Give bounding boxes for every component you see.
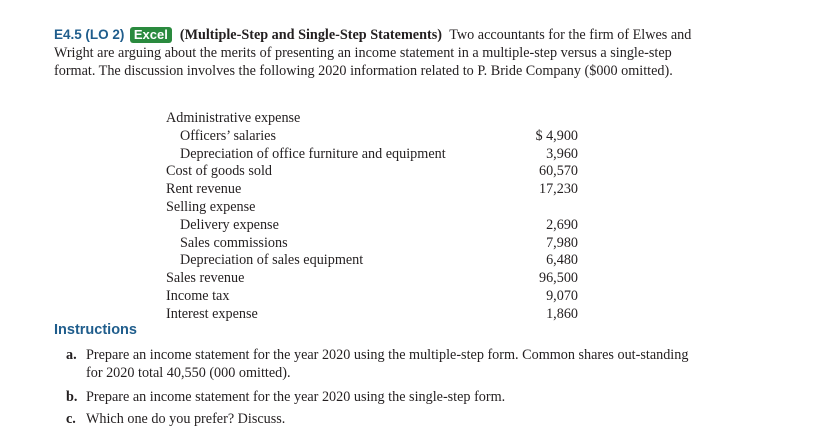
item-amount: 96,500 — [538, 270, 578, 287]
instruction-text: Which one do you prefer? Discuss. — [86, 411, 286, 427]
exercise-intro — [54, 26, 694, 80]
item-label: Delivery expense — [180, 216, 279, 233]
financial-data-table — [166, 110, 578, 324]
table-row — [166, 181, 578, 199]
item-amount: 7,980 — [546, 234, 578, 251]
item-label: Administrative expense — [166, 110, 301, 126]
item-amount: 9,070 — [546, 287, 578, 304]
learning-objective: (LO 2) — [85, 27, 125, 42]
exercise-description: Two accountants for the firm of Elwes and Wright are arguing about the merits of presenting an income statement in a multiple-step versus a single-step format. The discussion involves the following 2020 information related to P. Bride Company ($000 omitted). — [54, 27, 692, 79]
instruction-text: Prepare an income statement for the year 2020 using the multiple-step form. Common shares out-standing for 2020 total 40,550 (000 omitted). — [86, 347, 689, 381]
item-label: Income tax — [166, 287, 230, 304]
instruction-c — [66, 410, 706, 428]
item-amount: 2,690 — [546, 216, 578, 233]
instruction-letter: c. — [66, 411, 76, 427]
exercise-title: (Multiple-Step and Single-Step Statements) — [179, 27, 442, 43]
instruction-a — [66, 346, 706, 382]
item-label: Sales commissions — [180, 234, 288, 251]
item-label: Selling expense — [166, 198, 256, 215]
instruction-text: Prepare an income statement for the year 2020 using the single-step form. — [86, 389, 506, 405]
table-row — [166, 199, 578, 217]
item-label: Interest expense — [166, 305, 258, 322]
item-label: Sales revenue — [166, 270, 245, 287]
item-label: Rent revenue — [166, 181, 242, 198]
table-row — [166, 217, 578, 235]
exercise-number: E4.5 — [54, 27, 82, 42]
table-row — [166, 306, 578, 324]
table-row — [166, 270, 578, 288]
item-label: Cost of goods sold — [166, 163, 273, 180]
instruction-letter: a. — [66, 347, 77, 363]
excel-badge: Excel — [130, 27, 172, 43]
table-row — [166, 163, 578, 181]
item-amount: 3,960 — [546, 145, 578, 162]
table-row — [166, 235, 578, 253]
instruction-letter: b. — [66, 389, 78, 405]
item-amount: 17,230 — [538, 181, 578, 198]
item-label: Depreciation of office furniture and equipment — [180, 145, 446, 162]
instructions-heading: Instructions — [54, 322, 137, 338]
item-label: Depreciation of sales equipment — [180, 252, 364, 269]
item-amount: $ 4,900 — [535, 127, 578, 144]
item-amount: 6,480 — [546, 252, 578, 269]
instruction-b — [66, 388, 706, 406]
table-row — [166, 288, 578, 306]
item-label: Officers’ salaries — [180, 127, 276, 144]
table-row — [166, 128, 578, 146]
table-row — [166, 252, 578, 270]
item-amount: 60,570 — [538, 163, 578, 180]
item-amount: 1,860 — [546, 305, 578, 322]
table-row — [166, 146, 578, 164]
table-row — [166, 110, 578, 128]
